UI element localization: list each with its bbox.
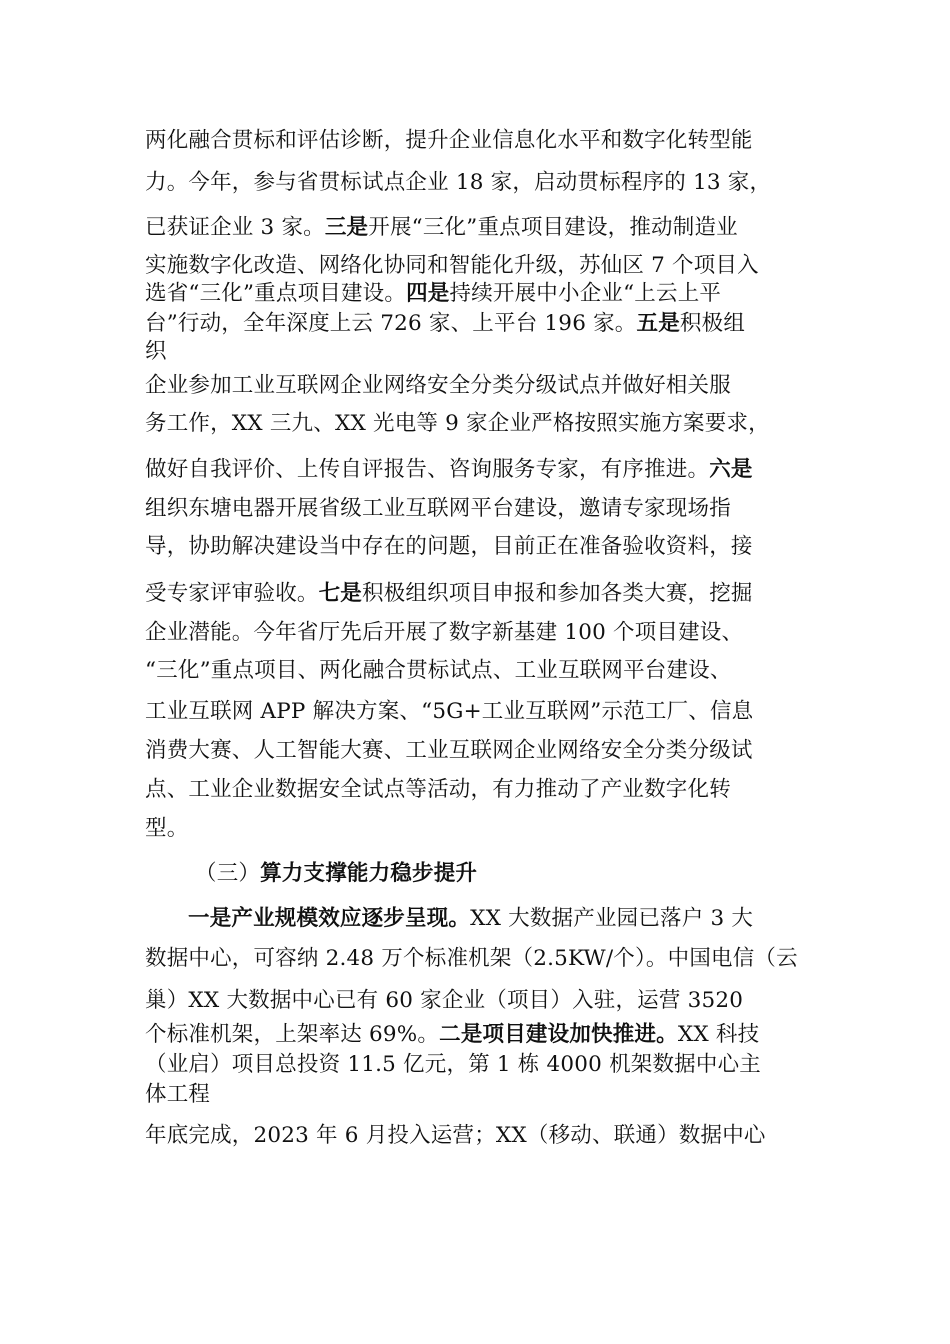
emphasis-label: 七是	[318, 581, 363, 606]
emphasis-label: 六是	[709, 457, 753, 482]
body-text-line: 实施数字化改造、网络化协同和智能化升级，苏仙区 7 个项目入	[145, 253, 759, 278]
emphasis-label: 二是项目建设加快推进。	[439, 1022, 678, 1047]
body-text-line: 已获证企业 3 家。三是开展“三化”重点项目建设，推动制造业	[145, 215, 738, 240]
body-text-line: 组织东塘电器开展省级工业互联网平台建设，邀请专家现场指	[145, 496, 731, 521]
section-heading-title: 算力支撑能力稳步提升	[260, 861, 478, 886]
body-text-line: 年底完成，2023 年 6 月投入运营；XX（移动、联通）数据中心	[145, 1123, 766, 1148]
body-text-line: 导，协助解决建设当中存在的问题，目前正在准备验收资料，接	[145, 534, 753, 559]
body-text-line: 做好自我评价、上传自评报告、咨询服务专家，有序推进。六是	[145, 457, 753, 482]
emphasis-label: 五是	[636, 311, 680, 336]
body-text-line: 台”行动，全年深度上云 726 家、上平台 196 家。五是积极组	[145, 311, 746, 336]
body-text-line: 个标准机架，上架率达 69%。二是项目建设加快推进。XX 科技	[145, 1022, 760, 1047]
section-heading: （三）算力支撑能力稳步提升	[195, 861, 478, 886]
body-text-line: 受专家评审验收。七是积极组织项目申报和参加各类大赛，挖掘	[145, 581, 753, 606]
emphasis-label: 一是产业规模效应逐步呈现。	[188, 906, 471, 931]
body-text-line: （业启）项目总投资 11.5 亿元，第 1 栋 4000 机架数据中心主	[145, 1052, 761, 1077]
body-text-line: 巢）XX 大数据中心已有 60 家企业（项目）入驻，运营 3520	[145, 988, 744, 1013]
body-text-line: 企业参加工业互联网企业网络安全分类分级试点并做好相关服	[145, 373, 731, 398]
emphasis-label: 四是	[406, 281, 450, 306]
body-text-line: 一是产业规模效应逐步呈现。XX 大数据产业园已落户 3 大	[188, 906, 754, 931]
body-text-line: “三化”重点项目、两化融合贯标试点、工业互联网平台建设、	[145, 658, 732, 683]
body-text-line: 务工作，XX 三九、XX 光电等 9 家企业严格按照实施方案要求，	[145, 411, 770, 436]
body-text-line: 工业互联网 APP 解决方案、“5G+工业互联网”示范工厂、信息	[145, 699, 754, 724]
body-text-line: 点、工业企业数据安全试点等活动，有力推动了产业数字化转	[145, 777, 731, 802]
body-text-line: 织	[145, 339, 167, 364]
body-text-line: 两化融合贯标和评估诊断，提升企业信息化水平和数字化转型能	[145, 128, 753, 153]
body-text-line: 型。	[145, 816, 189, 841]
body-text-line: 企业潜能。今年省厅先后开展了数字新基建 100 个项目建设、	[145, 620, 744, 645]
body-text-line: 消费大赛、人工智能大赛、工业互联网企业网络安全分类分级试	[145, 738, 753, 763]
emphasis-label: 三是	[324, 215, 369, 240]
body-text-line: 力。今年，参与省贯标试点企业 18 家，启动贯标程序的 13 家，	[145, 170, 772, 195]
body-text-line: 数据中心，可容纳 2.48 万个标准机架（2.5KW/个）。中国电信（云	[145, 946, 798, 971]
body-text-line: 体工程	[145, 1082, 211, 1107]
body-text-line: 选省“三化”重点项目建设。四是持续开展中小企业“上云上平	[145, 281, 722, 306]
